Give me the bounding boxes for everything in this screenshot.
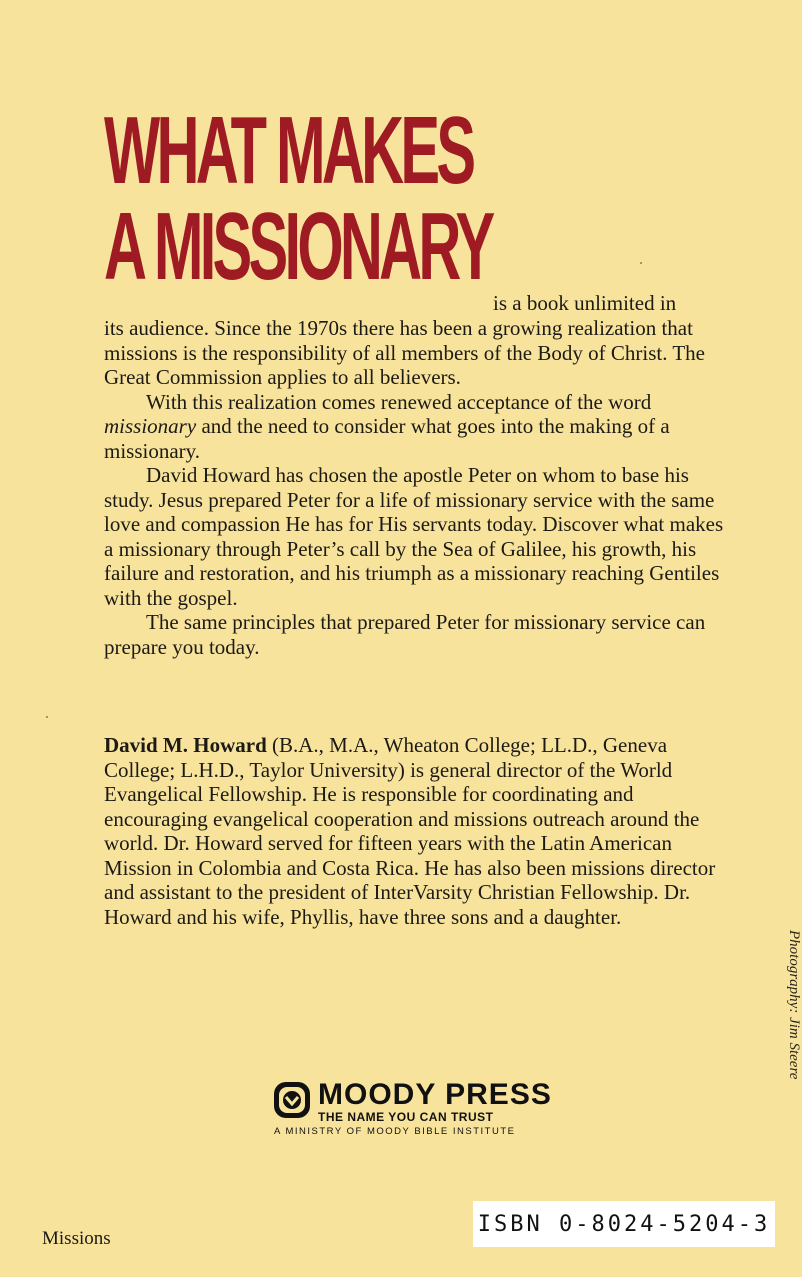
publisher-ministry: A MINISTRY OF MOODY BIBLE INSTITUTE bbox=[274, 1126, 516, 1137]
author-bio bbox=[104, 733, 716, 929]
description-body bbox=[104, 316, 724, 659]
paragraph-2-text-start: With this realization comes renewed acceptance of the word bbox=[146, 389, 652, 414]
author-bio-paragraph bbox=[104, 733, 716, 929]
isbn-label bbox=[473, 1201, 775, 1247]
description-paragraph-3: David Howard has chosen the apostle Peter on whom to base his study. Jesus prepared Peter for a life of missionary service with the same love and compassion He has for His servants today. Discover what makes a missionary through Peter’s call by the Sea of Galilee, his growth, his failure and restoration, and his triumph as a missionary reaching Gentiles with the gospel. bbox=[104, 463, 724, 610]
author-bio-text: (B.A., M.A., Wheaton College; LL.D., Geneva College; L.H.D., Taylor University) is general director of the World Evangelical Fellowship. He is responsible for coordinating and encouraging evangelical cooperation and missions outreach around the world. Dr. Howard served for fifteen years with the Latin American Mission in Colombia and Costa Rica. He has also been missions director and assistant to the president of InterVarsity Christian Fellowship. Dr. Howard and his wife, Phyllis, have three sons and a daughter. bbox=[104, 733, 716, 929]
speck bbox=[46, 716, 48, 718]
book-title bbox=[104, 97, 492, 300]
paragraph-2-text-end: and the need to consider what goes into the making of a missionary. bbox=[104, 414, 670, 463]
publisher-name: MOODY PRESS bbox=[318, 1078, 552, 1111]
description-lead-in: is a book unlimited in bbox=[493, 291, 677, 315]
publisher-logo bbox=[270, 1080, 550, 1140]
book-category: Missions bbox=[42, 1228, 111, 1249]
description-paragraph-4: The same principles that prepared Peter for missionary service can prepare you today. bbox=[104, 610, 706, 659]
description-paragraph-2 bbox=[104, 390, 724, 464]
moody-press-logo-icon bbox=[272, 1080, 312, 1120]
publisher-tagline: THE NAME YOU CAN TRUST bbox=[318, 1110, 494, 1124]
emphasized-word-missionary: missionary bbox=[104, 414, 197, 438]
title-line-2: A MISSIONARY bbox=[104, 193, 492, 300]
isbn-number: ISBN 0-8024-5204-3 bbox=[477, 1211, 771, 1237]
speck bbox=[640, 262, 642, 264]
description-paragraph-1: its audience. Since the 1970s there has been a growing realization that missions is the responsibility of all members of the Body of Christ. The Great Commission applies to all believers. bbox=[104, 316, 705, 389]
author-name: David M. Howard bbox=[104, 733, 267, 757]
title-line-1: WHAT MAKES bbox=[104, 97, 473, 204]
photography-credit: Photography: Jim Steere bbox=[786, 930, 802, 1080]
